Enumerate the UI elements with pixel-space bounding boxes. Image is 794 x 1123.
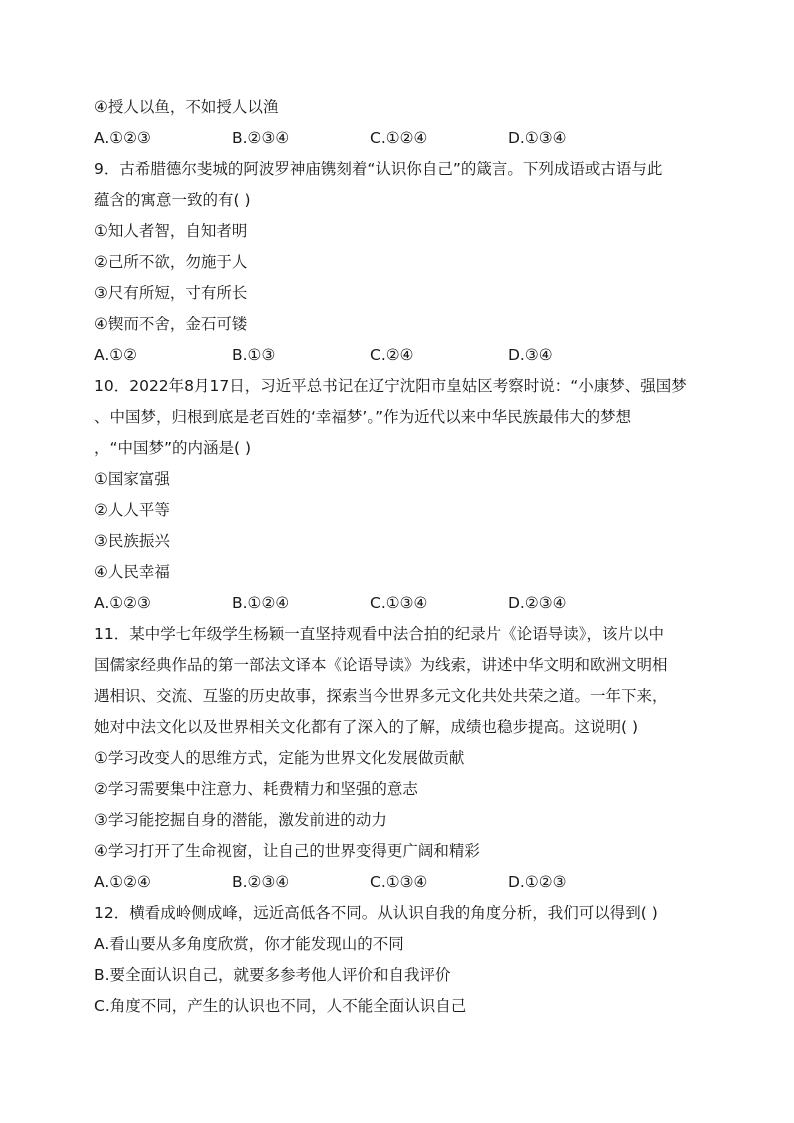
q10-item-2: ②人人平等 [94, 501, 170, 519]
q10-option-d: D.②③④ [508, 594, 567, 612]
q10-option-a: A.①②③ [94, 594, 151, 612]
q9-stem-line-2: 蕴含的寓意一致的有( ) [94, 191, 251, 209]
q10-option-c: C.①③④ [370, 594, 428, 612]
q11-stem-line-3: 遇相识、交流、互鉴的历史故事，探索当今世界多元文化共处共荣之道。一年下来， [94, 687, 668, 705]
q12-choice-b: B.要全面认识自己，就要多参考他人评价和自我评价 [94, 966, 451, 984]
q8-option-c: C.①②④ [370, 129, 428, 147]
exam-page [94, 92, 714, 1022]
q8-option-d: D.①③④ [508, 129, 567, 147]
q11-item-4: ④学习打开了生命视窗，让自己的世界变得更广阔和精彩 [94, 842, 480, 860]
q10-stem-line-3: ，“中国梦”的内涵是( ) [94, 439, 252, 457]
q11-item-3: ③学习能挖掘自身的潜能，激发前进的动力 [94, 811, 387, 829]
q10-stem-line-1: 10．2022年8月17日，习近平总书记在辽宁沈阳市皇姑区考察时说：“小康梦、强国梦 [94, 377, 687, 395]
q9-option-b: B.①③ [232, 346, 276, 364]
q11-option-d: D.①②③ [508, 873, 567, 891]
q11-stem-line-2: 国儒家经典作品的第一部法文译本《论语导读》为线索，讲述中华文明和欧洲文明相 [94, 656, 668, 674]
q11-options [94, 867, 714, 898]
q12-stem-line-1: 12．横看成岭侧成峰，远近高低各不同。从认识自我的角度分析，我们可以得到( ) [94, 904, 658, 922]
q10-item-3: ③民族振兴 [94, 532, 170, 550]
q9-options [94, 340, 714, 371]
q9-option-c: C.②④ [370, 346, 414, 364]
q9-option-d: D.③④ [508, 346, 553, 364]
q10-item-4: ④人民幸福 [94, 563, 170, 581]
q11-stem-line-4: 她对中法文化以及世界相关文化都有了深入的了解，成绩也稳步提高。这说明( ) [94, 718, 639, 736]
q10-item-1: ①国家富强 [94, 470, 170, 488]
q12-choice-a: A.看山要从多角度欣赏，你才能发现山的不同 [94, 935, 404, 953]
q9-item-3: ③尺有所短，寸有所长 [94, 284, 248, 302]
q9-item-1: ①知人者智，自知者明 [94, 222, 248, 240]
q10-option-b: B.①②④ [232, 594, 290, 612]
q10-stem-line-2: 、中国梦，归根到底是老百姓的‘幸福梦’。”作为近代以来中华民族最伟大的梦想 [94, 408, 632, 426]
q11-option-a: A.①②④ [94, 873, 151, 891]
q11-item-1: ①学习改变人的思维方式，定能为世界文化发展做贡献 [94, 749, 465, 767]
q9-stem-line-1: 9．古希腊德尔斐城的阿波罗神庙镌刻着“认识你自己”的箴言。下列成语或古语与此 [94, 160, 663, 178]
q8-options [94, 123, 714, 154]
q8-item-4: ④授人以鱼，不如授人以渔 [94, 98, 279, 116]
q10-options [94, 588, 714, 619]
q9-item-2: ②己所不欲，勿施于人 [94, 253, 248, 271]
q9-option-a: A.①② [94, 346, 138, 364]
q12-choice-c: C.角度不同，产生的认识也不同，人不能全面认识自己 [94, 997, 467, 1015]
q11-option-c: C.①③④ [370, 873, 428, 891]
q8-option-b: B.②③④ [232, 129, 290, 147]
q11-option-b: B.②③④ [232, 873, 290, 891]
q11-item-2: ②学习需要集中注意力、耗费精力和坚强的意志 [94, 780, 418, 798]
q8-option-a: A.①②③ [94, 129, 151, 147]
q11-stem-line-1: 11．某中学七年级学生杨颖一直坚持观看中法合拍的纪录片《论语导读》，该片以中 [94, 625, 664, 643]
q9-item-4: ④锲而不舍，金石可镂 [94, 315, 248, 333]
